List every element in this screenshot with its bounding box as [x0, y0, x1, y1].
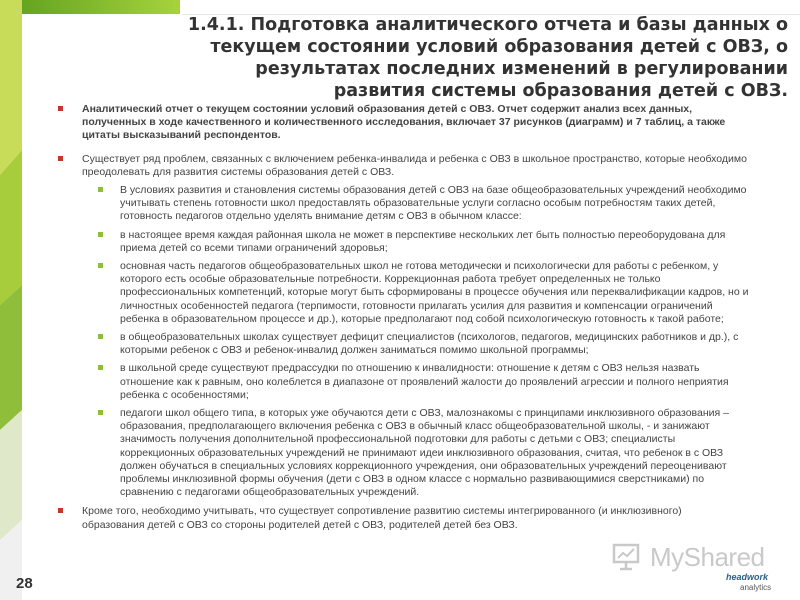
red-bullet-icon: [58, 508, 63, 513]
text-line: готовность педагогов отдельно уделять внимание детям с ОВЗ в обычном классе:: [120, 210, 522, 223]
text-line: приема детей со всеми типами ограничений здоровья;: [120, 241, 388, 254]
logo-bottom-text: analytics: [740, 583, 772, 592]
text-line: в общеобразовательных школах существует дефицит специалистов (психологов, педагогов, медицинских работников и др.), с: [120, 331, 739, 344]
text-line: учитывать степень готовности школ предоставлять образовательные услуги согласно особым потребностям таких детей,: [120, 197, 716, 210]
sub-item: [58, 260, 774, 326]
sub-item: [58, 229, 774, 255]
text-line: ребенка с особенностями;: [120, 388, 249, 401]
parents-paragraph: [58, 505, 774, 531]
text-line: основная часть педагогов общеобразовательных школ не готова методически и психологически для работы с ребенком, у: [120, 260, 719, 273]
page-number: 28: [16, 575, 33, 592]
green-bullet-icon: [98, 410, 103, 415]
green-bullet-icon: [98, 263, 103, 268]
sub-item: [58, 407, 774, 499]
text-line: которого есть особые образовательные потребности. Коррекционная работа требует определенных не только: [120, 273, 661, 286]
green-bullet-icon: [98, 187, 103, 192]
top-green-strip: [0, 0, 180, 14]
problems-paragraph: [58, 153, 774, 179]
text-line: профессиональных компетенций, которые могут быть сформированы в процессе обучения или переквалификации кадров, но и: [120, 286, 749, 299]
title-line: развития системы образования детей с ОВЗ.: [333, 81, 788, 101]
sub-item: [58, 184, 774, 224]
text-line: сравнению с педагогами общеобразовательных учреждений.: [120, 486, 420, 499]
title-line: 1.4.1. Подготовка аналитического отчета и базы данных о: [187, 15, 788, 35]
left-decor-strip: [0, 0, 22, 600]
text-line: полученных в ходе качественного и количественного исследования, включает 37 рисунков (диаграмм) и 7 таблиц, а также: [82, 116, 726, 129]
red-bullet-icon: [58, 156, 63, 161]
green-bullet-icon: [98, 365, 103, 370]
title-line: результатах последних изменений в регулировании: [255, 59, 788, 79]
text-line: Существует ряд проблем, связанных с включением ребенка-инвалида и ребенка с ОВЗ в школьное пространство, которые необходимо: [82, 152, 747, 165]
text-line: В условиях развития и становления системы образования детей с ОВЗ на базе общеобразовательных учреждений необходимо: [120, 184, 747, 197]
headwork-logo: [720, 572, 790, 596]
text-line: ребенка в образовательном процессе и др.), которые предполагают под собой психологическую готовность к такой работе;: [120, 312, 724, 325]
sub-item: [58, 331, 774, 357]
presentation-icon: [610, 540, 642, 572]
top-accent-bar: [0, 0, 800, 14]
text-line: проблемы инклюзивной формы обучения (дети с ОВЗ в одном классе с нормально развивающимися сверстниками) по: [120, 473, 705, 486]
top-white-strip: [182, 0, 800, 15]
text-line: педагоги школ общего типа, в которых уже обучаются дети с ОВЗ, малознакомы с принципами инклюзивного образования –: [120, 407, 729, 420]
red-bullet-icon: [58, 106, 63, 111]
text-line: образования, предполагающего включения ребенка с ОВЗ в обычный класс общеобразовательной школы, - и занижают: [120, 420, 710, 433]
text-line: образования детей с ОВЗ со стороны родителей детей с ОВЗ, родителей детей без ОВЗ.: [82, 518, 518, 531]
text-line: Кроме того, необходимо учитывать, что существует сопротивление развитию системы интегрированного (и инклюзивного): [82, 505, 682, 518]
text-line: коррекционных образовательных учреждений не принимают идеи инклюзивного образования, считая, что ребенок в с ОВЗ: [120, 446, 724, 459]
text-line: цитаты высказываний респондентов.: [82, 129, 281, 142]
watermark-text: MyShared: [650, 542, 765, 572]
text-line: в настоящее время каждая районная школа не может в перспективе нескольких лет быть полностью переоборудована для: [120, 228, 726, 241]
title-line: текущем состоянии условий образования детей с ОВЗ, о: [210, 37, 788, 57]
text-line: личностных особенностей педагога (терпимости, готовности прилагать усилия для развития и компенсации ограничений: [120, 299, 713, 312]
text-line: значимость получения дополнительной профессиональной подготовки для работы с детьми с ОВЗ; специалисты: [120, 433, 676, 446]
summary-paragraph: [58, 103, 774, 143]
sub-item: [58, 362, 774, 402]
text-line: отношение как к равным, оно колеблется в диапазоне от проявлений жалости до проявлений агрессии и полного неприятия: [120, 375, 729, 388]
text-line: должен обучаться в специальных условиях коррекционного учреждения, они образовательных учреждений переоценивают: [120, 459, 727, 472]
content-body: [58, 103, 774, 542]
text-line: преодолевать для развития системы образования детей с ОВЗ.: [82, 165, 395, 178]
text-line: Аналитический отчет о текущем состоянии условий образования детей с ОВЗ. Отчет содержит анализ всех данных,: [82, 103, 693, 115]
text-line: в школьной среде существуют предрассудки по отношению к инвалидности: отношение к детям с ОВЗ нельзя назвать: [120, 362, 700, 375]
green-bullet-icon: [98, 334, 103, 339]
page-title: [150, 14, 788, 102]
green-bullet-icon: [98, 232, 103, 237]
text-line: которыми ребенок с ОВЗ и ребенок-инвалид должен заниматься помимо школьной программы;: [120, 344, 589, 357]
logo-top-text: headwork: [726, 572, 769, 582]
